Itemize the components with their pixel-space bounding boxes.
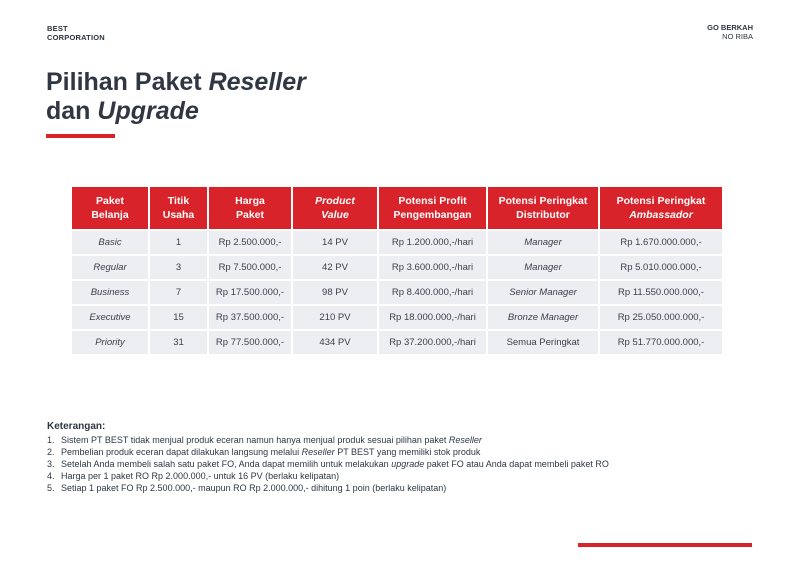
- cell-distributor: Semua Peringkat: [488, 331, 598, 354]
- note-number: 3.: [47, 459, 55, 469]
- note-item: [47, 434, 609, 446]
- cell-ambassador: Rp 11.550.000.000,-: [600, 281, 722, 304]
- tagline-line-2: NO RIBA: [722, 32, 753, 41]
- cell-pv: 14 PV: [293, 231, 377, 254]
- table-row: [72, 256, 722, 279]
- title-line1-plain: Pilihan Paket: [46, 68, 209, 96]
- package-table: [70, 185, 724, 356]
- cell-pv: 98 PV: [293, 281, 377, 304]
- note-item: [47, 458, 609, 470]
- note-number: 4.: [47, 471, 55, 481]
- cell-profit: Rp 3.600.000,-/hari: [379, 256, 486, 279]
- title-line1-italic: Reseller: [208, 68, 306, 96]
- cell-distributor: Manager: [488, 231, 598, 254]
- cell-titik: 31: [150, 331, 207, 354]
- cell-distributor: Manager: [488, 256, 598, 279]
- tagline-line-1: GO BERKAH: [707, 23, 753, 32]
- note-item: [47, 482, 609, 494]
- cell-ambassador: Rp 25.050.000.000,-: [600, 306, 722, 329]
- note-number: 2.: [47, 447, 55, 457]
- title-line2-italic: Upgrade: [97, 97, 199, 125]
- cell-profit: Rp 8.400.000,-/hari: [379, 281, 486, 304]
- cell-harga: Rp 7.500.000,-: [209, 256, 291, 279]
- table-row: [72, 281, 722, 304]
- header-product-value: Product Value: [293, 187, 377, 229]
- cell-titik: 15: [150, 306, 207, 329]
- notes-title: Keterangan:: [47, 421, 106, 432]
- cell-harga: Rp 17.500.000,-: [209, 281, 291, 304]
- tagline: [707, 23, 753, 41]
- cell-harga: Rp 77.500.000,-: [209, 331, 291, 354]
- cell-ambassador: Rp 1.670.000.000,-: [600, 231, 722, 254]
- table-row: [72, 231, 722, 254]
- header-titik: Titik Usaha: [150, 187, 207, 229]
- note-text: Sistem PT BEST tidak menjual produk eceran namun hanya menjual produk sesuai pilihan paket Reseller: [61, 435, 482, 445]
- cell-pv: 210 PV: [293, 306, 377, 329]
- cell-profit: Rp 1.200.000,-/hari: [379, 231, 486, 254]
- cell-titik: 1: [150, 231, 207, 254]
- table-header-row: [72, 187, 722, 229]
- note-text: Setelah Anda membeli salah satu paket FO, Anda dapat memilih untuk melakukan upgrade paket FO atau Anda dapat membeli paket RO: [61, 459, 609, 469]
- note-text: Setiap 1 paket FO Rp 2.500.000,- maupun RO Rp 2.000.000,- dihitung 1 poin (berlaku kelipatan): [61, 483, 447, 493]
- cell-pv: 42 PV: [293, 256, 377, 279]
- table-row: [72, 331, 722, 354]
- cell-paket: Business: [72, 281, 148, 304]
- cell-pv: 434 PV: [293, 331, 377, 354]
- cell-profit: Rp 18.000.000,-/hari: [379, 306, 486, 329]
- note-number: 1.: [47, 435, 55, 445]
- cell-titik: 3: [150, 256, 207, 279]
- cell-ambassador: Rp 5.010.000.000,-: [600, 256, 722, 279]
- cell-profit: Rp 37.200.000,-/hari: [379, 331, 486, 354]
- cell-harga: Rp 2.500.000,-: [209, 231, 291, 254]
- note-item: [47, 446, 609, 458]
- cell-paket: Priority: [72, 331, 148, 354]
- title-line2-plain: dan: [46, 97, 98, 125]
- note-text: Pembelian produk eceran dapat dilakukan langsung melalui Reseller PT BEST yang memiliki stok produk: [61, 447, 481, 457]
- header-paket: Paket Belanja: [72, 187, 148, 229]
- cell-harga: Rp 37.500.000,-: [209, 306, 291, 329]
- header-harga: Harga Paket: [209, 187, 291, 229]
- note-item: [47, 470, 609, 482]
- page-title: [46, 68, 306, 126]
- cell-ambassador: Rp 51.770.000.000,-: [600, 331, 722, 354]
- header-distributor: Potensi Peringkat Distributor: [488, 187, 598, 229]
- cell-titik: 7: [150, 281, 207, 304]
- brand-logo: [47, 24, 105, 42]
- cell-paket: Executive: [72, 306, 148, 329]
- cell-paket: Basic: [72, 231, 148, 254]
- title-underline: [46, 134, 115, 138]
- note-number: 5.: [47, 483, 55, 493]
- header-ambassador: Potensi Peringkat Ambassador: [600, 187, 722, 229]
- cell-paket: Regular: [72, 256, 148, 279]
- header-profit: Potensi Profit Pengembangan: [379, 187, 486, 229]
- table-row: [72, 306, 722, 329]
- note-text: Harga per 1 paket RO Rp 2.000.000,- untuk 16 PV (berlaku kelipatan): [61, 471, 340, 481]
- brand-line-2: CORPORATION: [47, 33, 105, 42]
- cell-distributor: Senior Manager: [488, 281, 598, 304]
- cell-distributor: Bronze Manager: [488, 306, 598, 329]
- notes-section: [47, 421, 609, 494]
- brand-line-1: BEST: [47, 24, 68, 33]
- footer-accent-bar: [578, 543, 752, 547]
